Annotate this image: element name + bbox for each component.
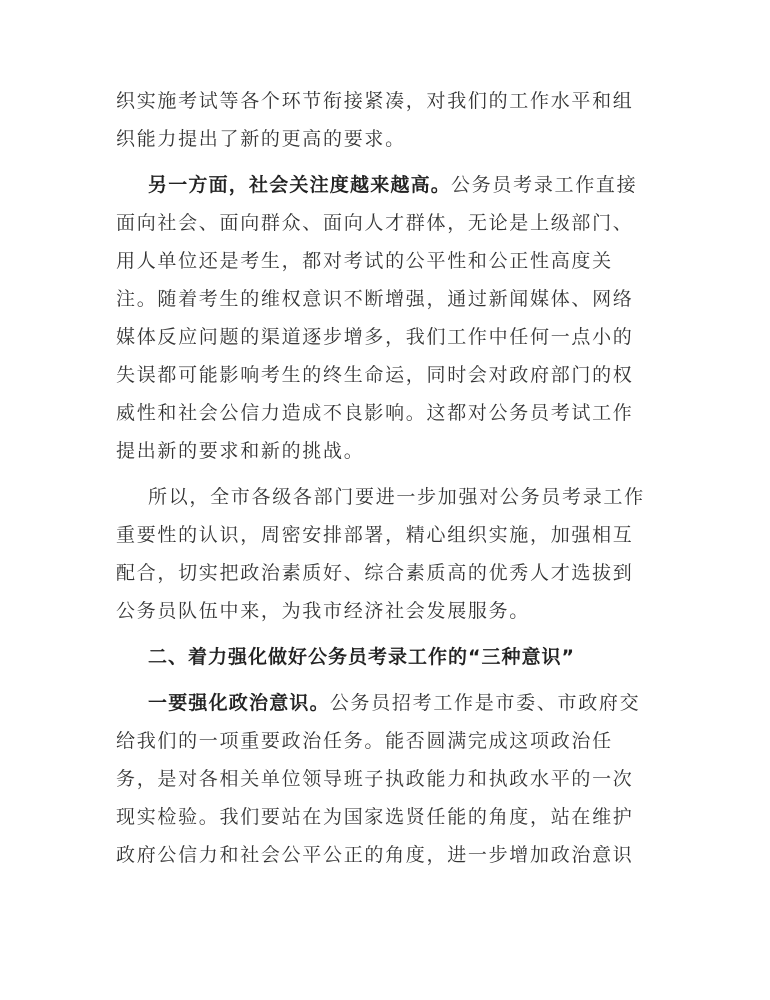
text-line: 威性和社会公信力造成不良影响。这都对公务员考试工作 bbox=[116, 402, 634, 424]
text-run: 公务员考录工作直接 bbox=[451, 174, 638, 196]
text-line bbox=[116, 166, 656, 204]
text-line: 媒体反应问题的渠道逐步增多，我们工作中任何一点小的 bbox=[116, 326, 634, 348]
paragraph-conclusion bbox=[116, 478, 656, 630]
text-line: 注。随着考生的维权意识不断增强，通过新闻媒体、网络 bbox=[116, 288, 634, 310]
text-line bbox=[116, 684, 656, 722]
document-page bbox=[116, 82, 656, 874]
text-line: 配合，切实把政治素质好、综合素质高的优秀人才选拔到 bbox=[116, 562, 634, 584]
text-line: 用人单位还是考生，都对考试的公平性和公正性高度关 bbox=[116, 250, 613, 272]
text-line: 重要性的认识，周密安排部署，精心组织实施，加强相互 bbox=[116, 524, 634, 546]
paragraph-political-awareness bbox=[116, 684, 656, 874]
text-line: 失误都可能影响考生的终生命运，同时会对政府部门的权 bbox=[116, 364, 634, 386]
paragraph-continuation bbox=[116, 82, 656, 158]
section-heading: 二、着力强化做好公务员考录工作的“三种意识” bbox=[148, 646, 575, 668]
text-line: 务，是对各相关单位领导班子执政能力和执政水平的一次 bbox=[116, 768, 634, 790]
text-line: 给我们的一项重要政治任务。能否圆满完成这项政治任 bbox=[116, 730, 613, 752]
text-line: 面向社会、面向群众、面向人才群体，无论是上级部门、 bbox=[116, 212, 634, 234]
text-line: 公务员队伍中来，为我市经济社会发展服务。 bbox=[116, 600, 531, 622]
paragraph-lead: 一要强化政治意识。 bbox=[148, 692, 330, 714]
paragraph-lead: 另一方面，社会关注度越来越高。 bbox=[148, 174, 452, 196]
text-line: 提出新的要求和新的挑战。 bbox=[116, 440, 365, 462]
text-line: 织实施考试等各个环节衔接紧凑，对我们的工作水平和组 bbox=[116, 90, 634, 112]
text-line: 现实检验。我们要站在为国家选贤任能的角度，站在维护 bbox=[116, 806, 634, 828]
text-line: 织能力提出了新的更高的要求。 bbox=[116, 128, 406, 150]
text-line: 政府公信力和社会公平公正的角度，进一步增加政治意识 bbox=[116, 844, 634, 866]
paragraph-social-attention bbox=[116, 166, 656, 470]
text-line: 所以，全市各级各部门要进一步加强对公务员考录工作 bbox=[148, 486, 645, 508]
text-run: 公务员招考工作是市委、市政府交 bbox=[329, 692, 641, 714]
